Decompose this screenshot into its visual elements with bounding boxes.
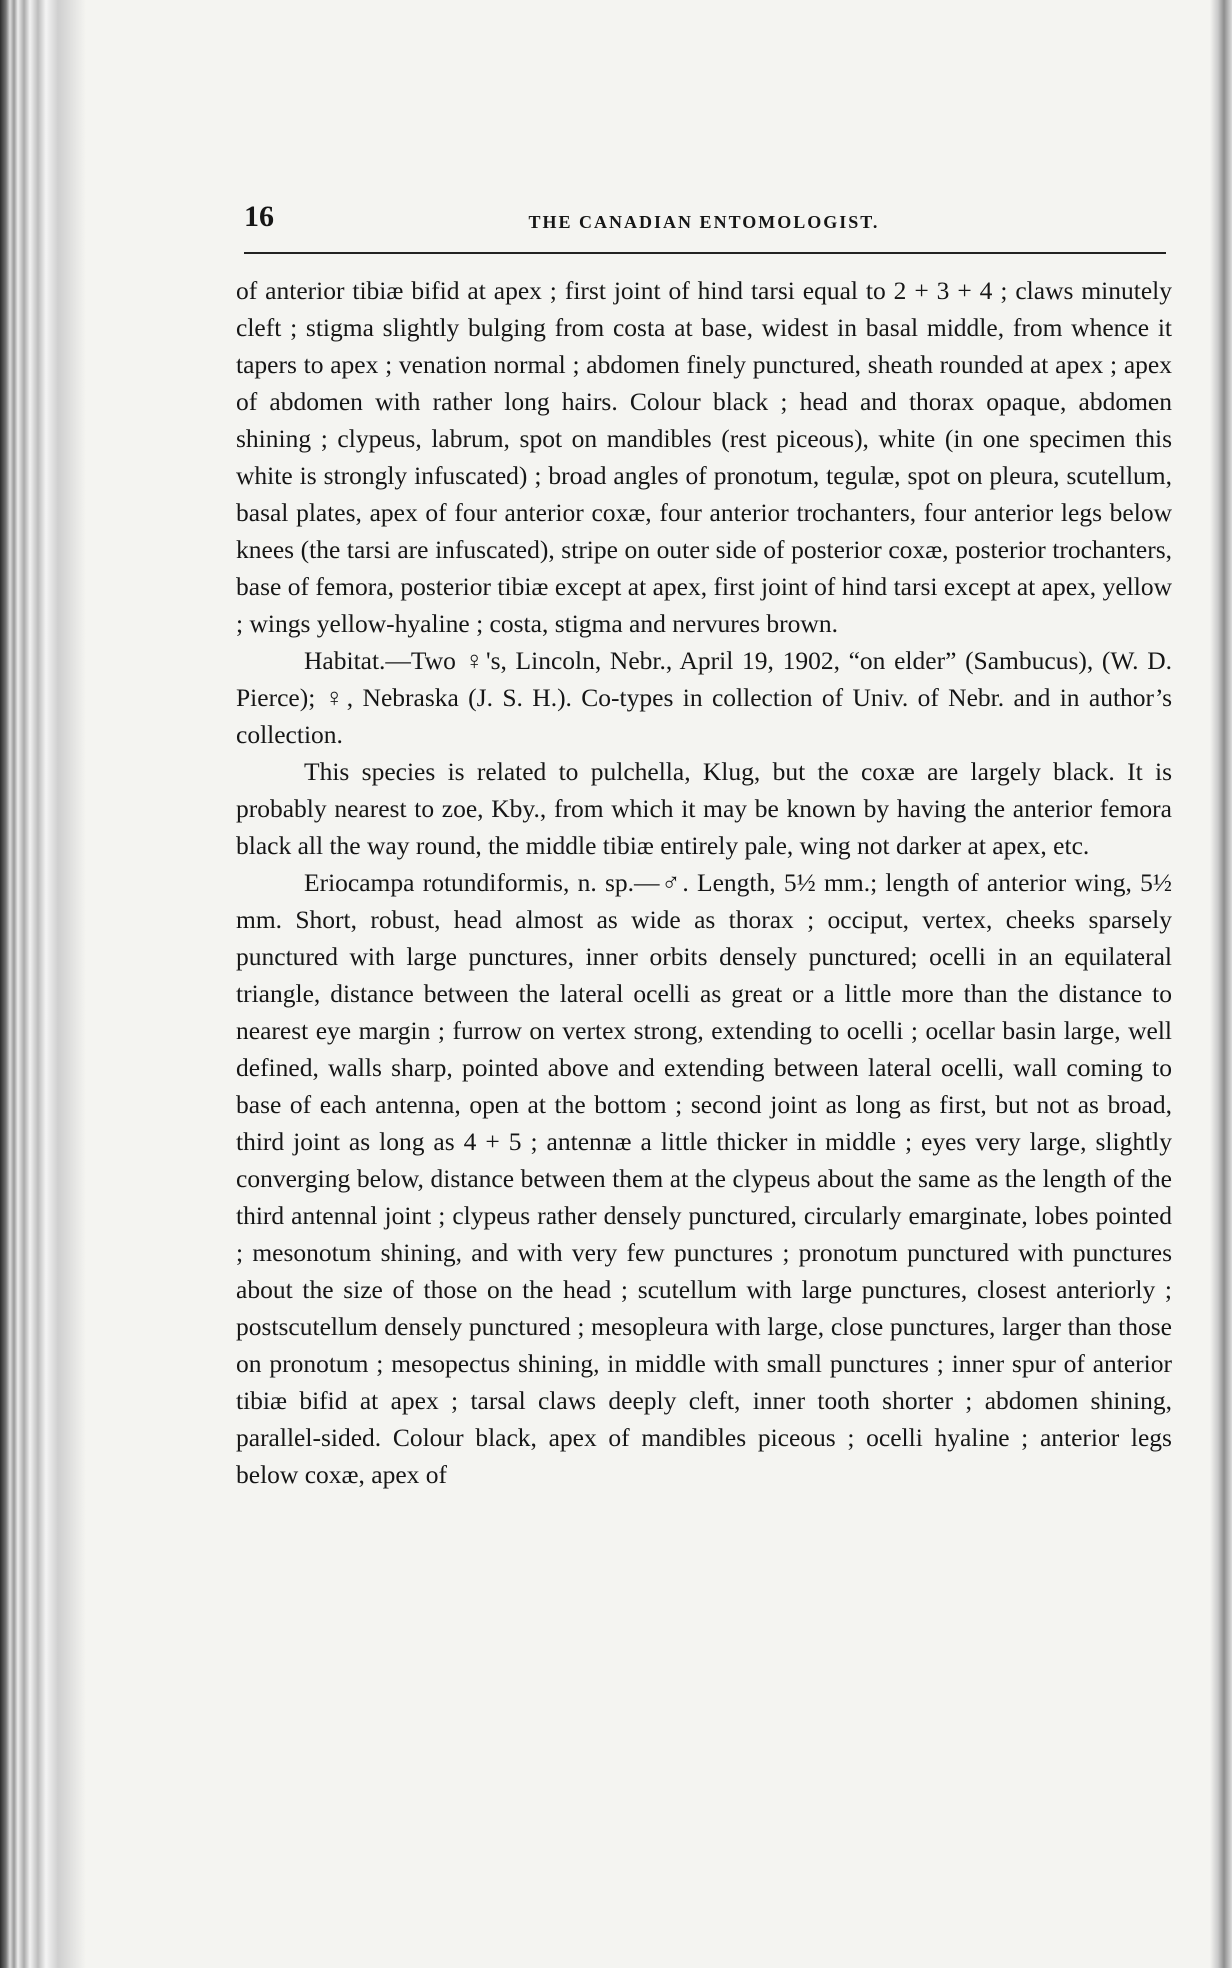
body-text bbox=[236, 272, 1172, 1493]
page-header bbox=[236, 190, 1172, 238]
running-title: THE CANADIAN ENTOMOLOGIST. bbox=[528, 212, 880, 232]
book-gutter-edge bbox=[0, 0, 86, 1968]
page-number: 16 bbox=[244, 200, 274, 233]
book-page bbox=[236, 190, 1172, 1493]
paragraph-continuation: of anterior tibiæ bifid at apex ; first joint of hind tarsi equal to 2 + 3 + 4 ; claws minutely cleft ; stigma slightly bulging from costa at base, widest in basal middle, from whence it tapers to apex ; venation normal ; abdomen finely punctured, sheath rounded at apex ; apex of abdomen with rather long hairs. Colour black ; head and thorax opaque, abdomen shining ; clypeus, labrum, spot on mandibles (rest piceous), white (in one specimen this white is strongly infuscated) ; broad angles of pronotum, tegulæ, spot on pleura, scutellum, basal plates, apex of four anterior coxæ, four anterior trochanters, four anterior legs below knees (the tarsi are infuscated), stripe on outer side of posterior coxæ, posterior trochanters, base of femora, posterior tibiæ except at apex, first joint of hind tarsi except at apex, yellow ; wings yellow-hyaline ; costa, stigma and nervures brown. bbox=[236, 276, 1172, 638]
paragraph-habitat: Habitat.—Two ♀'s, Lincoln, Nebr., April 19, 1902, “on elder” (Sambucus), (W. D. Pierce); ♀, Nebraska (J. S. H.). Co-types in collection of Univ. of Nebr. and in author’s collection. bbox=[236, 646, 1172, 749]
page-right-edge bbox=[1210, 0, 1232, 1968]
paragraph-relationship: This species is related to pulchella, Klug, but the coxæ are largely black. It is probably nearest to zoe, Kby., from which it may be known by having the anterior femora black all the way round, the middle tibiæ entirely pale, wing not darker at apex, etc. bbox=[236, 757, 1172, 860]
header-rule bbox=[244, 252, 1166, 254]
paragraph-species-description: Eriocampa rotundiformis, n. sp.—♂. Length, 5½ mm.; length of anterior wing, 5½ mm. Short, robust, head almost as wide as thorax ; occiput, vertex, cheeks sparsely punctured with large punctures, inner orbits densely punctured; ocelli in an equilateral triangle, distance between the lateral ocelli as great or a little more than the distance to nearest eye margin ; furrow on vertex strong, extending to ocelli ; ocellar basin large, well defined, walls sharp, pointed above and extending between lateral ocelli, wall coming to base of each antenna, open at the bottom ; second joint as long as first, but not as broad, third joint as long as 4 + 5 ; antennæ a little thicker in middle ; eyes very large, slightly converging below, distance between them at the clypeus about the same as the length of the third antennal joint ; clypeus rather densely punctured, circularly emarginate, lobes pointed ; mesonotum shining, and with very few punctures ; pronotum punctured with punctures about the size of those on the head ; scutellum with large punctures, closest anteriorly ; postscutellum densely punctured ; mesopleura with large, close punctures, larger than those on pronotum ; mesopectus shining, in middle with small punctures ; inner spur of anterior tibiæ bifid at apex ; tarsal claws deeply cleft, inner tooth shorter ; abdomen shining, parallel-sided. Colour black, apex of mandibles piceous ; ocelli hyaline ; anterior legs below coxæ, apex of bbox=[236, 868, 1172, 1489]
